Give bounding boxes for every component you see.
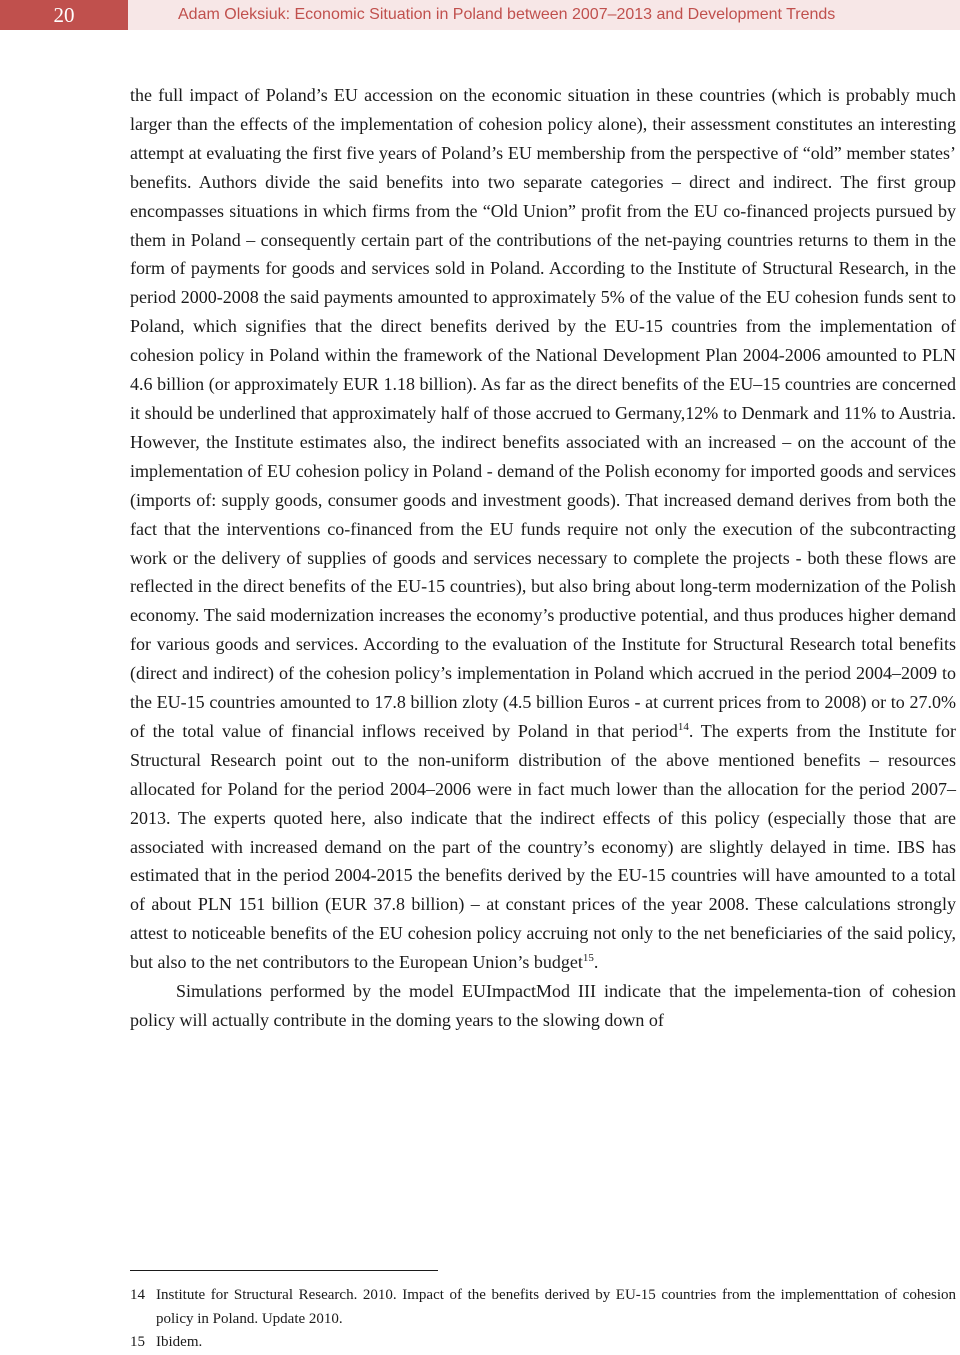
footnote-14 — [130, 1284, 956, 1331]
footnote-text: Ibidem. — [156, 1334, 203, 1350]
paragraph-text: the full impact of Poland’s EU accession on the economic situation in these countries (which is probably much larger than the effects of the implementation of cohesion policy alone), their assessment constitutes an interesting attempt at evaluating the first five years of Poland’s EU membership from the perspective of “old” member states’ benefits. Authors divide the said benefits into two separate categories – direct and indirect. The first group encompasses situations in which firms from the “Old Union” profit from the EU co-financed projects pursued by them in Poland – consequently certain part of the contributions of the net-paying countries returns to them in the form of payments for goods and services sold in Poland. According to the Institute of Structural Research, in the period 2000-2008 the said payments amounted to approximately 5% of the value of the EU cohesion funds sent to Poland, which signifies that the direct benefits derived by the EU-15 countries from the implementation of cohesion policy in Poland within the framework of the National Development Plan 2004-2006 amounted to PLN 4.6 billion (or approximately EUR 1.18 billion). As far as the direct benefits of the EU–15 countries are concerned it should be underlined that approximately half of those accrued to Germany,12% to Denmark and 11% to Austria. However, the Institute estimates also, the indirect benefits associated with an increased – on the account of the implementation of EU cohesion policy in Poland - demand of the Polish economy for imported goods and services (imports of: supply goods, consumer goods and investment goods). That increased demand derives from both the fact that the interventions co-financed from the EU funds require not only the execution of the subcontracting work or the delivery of supplies of goods and services necessary to complete the projects - both these flows are reflected in the direct benefits of the EU-15 countries), but also bring about long-term modernization of the Polish economy. The said modernization increases the economy’s productive potential, and thus produces higher demand for various goods and services. According to the evaluation of the Institute for Structural Research total benefits (direct and indirect) of the cohesion policy’s implementation in Poland which accrued in the period 2004–2009 to the EU-15 countries amounted to 17.8 billion zloty (4.5 billion Euros - at current prices from to 2008) or to 27.0% of the total value of financial inflows received by Poland in that period — [130, 85, 956, 741]
paragraph — [130, 81, 956, 977]
footnotes — [130, 1284, 956, 1355]
paragraph-text: . The experts from the Institute for Structural Research point out to the non-uniform distribution of the above mentioned benefits – resources allocated for Poland for the period 2004–2006 were in fact much lower than the allocation for the period 2007–2013. The experts quoted here, also indicate that the indirect effects of this policy (especially those that are associated with increased demand on the part of the country’s economy) are slightly delayed in time. IBS has estimated that in the period 2004-2015 the benefits derived by the EU-15 countries will have amounted to a total of about PLN 151 billion (EUR 37.8 billion) – at constant prices of the year 2008. These calculations strongly attest to noticeable benefits of the EU cohesion policy accruing not only to the net beneficiaries of the said policy, but also to the net contributors to the European Union’s budget — [130, 720, 956, 973]
footnote-15 — [130, 1331, 956, 1355]
paragraph-text: . — [593, 952, 599, 973]
footnote-number: 14 — [130, 1287, 145, 1303]
footnote-number: 15 — [130, 1334, 145, 1350]
page-number: 20 — [0, 0, 128, 30]
running-title: Adam Oleksiuk: Economic Situation in Poland between 2007–2013 and Development Trends — [128, 0, 960, 30]
page-header — [0, 0, 960, 30]
paragraph: Simulations performed by the model EUImpactMod III indicate that the impelementa-tion of cohesion policy will actually contribute in the doming years to the slowing down of — [130, 981, 956, 1030]
footnote-ref-15[interactable]: 15 — [582, 952, 594, 965]
main-text — [130, 81, 956, 1035]
footnote-divider — [130, 1270, 438, 1271]
footnote-text: Institute for Structural Research. 2010. Impact of the benefits derived by EU-15 countries from the implementtation of cohesion policy in Poland. Update 2010. — [156, 1287, 956, 1327]
footnote-ref-14[interactable]: 14 — [677, 720, 689, 733]
